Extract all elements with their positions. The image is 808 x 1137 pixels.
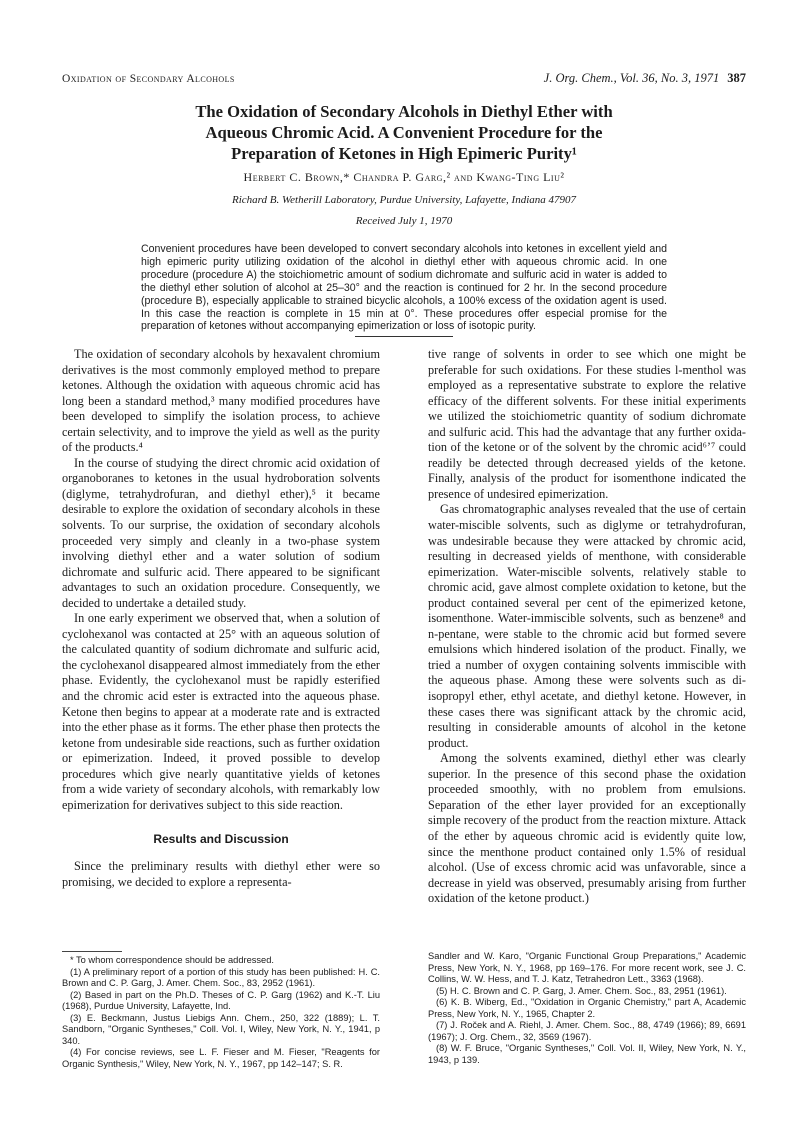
- right-column: [428, 347, 746, 907]
- paragraph: The oxidation of secondary alcohols by hexavalent chromium derivatives is the most commonly employed method to prepare ketones. Although the oxidation with aqueous chromic acid has long been a standard method,³ many modified procedures have been developed to simplify the isolation process, to achieve certain selectivity, and to improve the yield as well as the purity of the products.⁴: [62, 347, 380, 455]
- paragraph: In the course of studying the direct chromic acid oxidation of organoboranes to ketones in the usual hydroboration solvents (diglyme, tetrahydrofuran, and diethyl ether),⁵ it became desirable to explore the oxidation of secondary alcohols in these solvents. To our surprise, the oxidation of secondary alcohols proceeded very simply and cleanly in a two-phase system involving diethyl ether and a water solution of sodium dichromate and sulfuric acid. There appeared to be significant advantages to such an oxidation procedure. Consequently, we decided to undertake a detailed study.: [62, 455, 380, 610]
- title-line: Preparation of Ketones in High Epimeric Purity¹: [231, 144, 577, 163]
- footnotes-left: [62, 955, 380, 1070]
- footnote: (5) H. C. Brown and C. P. Garg, J. Amer. Chem. Soc., 83, 2951 (1961).: [436, 985, 727, 996]
- paragraph: Gas chromatographic analyses revealed that the use of certain water-miscible solvents, such as diglyme or tetrahydrofuran, was undesirable because they were attacked by chromic acid, resulting in decreased yields of menthone, with considerable epimerization. Water-miscible solvents, relatively stable to chromic acid, gave almost complete oxidation to ketone, but the product contained several per cent of the epimerized ketone, isomenthone. Water-immiscible solvents, such as benzene⁸ and n-pentane, were stable to the chromic acid but formed severe emulsions which hindered isolation of the product. Finally, we tried a number of oxygen containing solvents immiscible with the aqueous phase. Among these were solvents such as diisopropyl ether, ethyl acetate, and diethyl ketone. However, in these cases there was significant attack by the chromic acid, resulting in considerable amounts of alcohol in the ketone product.: [428, 502, 746, 750]
- footnote: (1) A preliminary report of a portion of this study has been published: H. C. Brown and C. P. Garg, J. Amer. Chem. Soc., 83, 2952 (1961).: [62, 966, 380, 988]
- abstract: Convenient procedures have been developed to convert secondary alcohols into ketones in excellent yield and high epimeric purity utilizing oxidation of the alcohol in diethyl ether with aqueous chromic acid. In one procedure (procedure A) the stoichiometric amount of sodium dichromate and sulfuric acid in water is added to the diethyl ether solution of alcohol at 25–30° and the reaction is continued for 2 hr. In the second procedure (procedure B), especially applicable to strained bicyclic alcohols, a 100% excess of the oxidation agent is used. In this case the reaction is complete in 15 min at 0°. These procedures offer especial promise for the preparation of ketones without accompanying epimerization or loss of isotopic purity.: [141, 243, 667, 333]
- footnote: (4) For concise reviews, see L. F. Fieser and M. Fieser, "Reagents for Organic Synthesis," Wiley, New York, N. Y., 1967, pp 142–147; S. R.: [62, 1047, 380, 1069]
- left-column: [62, 347, 380, 890]
- journal-name: J. Org. Chem., Vol. 36, No. 3, 1971: [543, 71, 720, 85]
- footnote: Sandler and W. Karo, "Organic Functional Group Preparations," Academic Press, New York, N. Y., 1968, pp 169–176. For more recent work, see J. C. Collins, W. W. Hess, and T. J. Katz, Tetrahedron Lett., 3363 (1968).: [428, 951, 746, 984]
- footnote: (6) K. B. Wiberg, Ed., "Oxidation in Organic Chemistry," part A, Academic Press, New York, N. Y., 1965, Chapter 2.: [428, 997, 746, 1019]
- paragraph: Since the preliminary results with diethyl ether were so promising, we decided to explore a representa-: [62, 858, 380, 889]
- paragraph: Among the solvents examined, diethyl ether was clearly superior. In the presence of this second phase the oxidation proceeded smoothly, with no problem from emulsions. Separation of the ether layer provided for an exceptionally simple recovery of the product from the reaction mixture. Attack of the ether by aqueous chromic acid is evidently quite low, since the menthone product contained only 1.5% of residual alcohol. (Use of excess chromic acid was unfavorable, since a decrease in yield was observed, presumably arising from further oxidation of the ketone product.): [428, 751, 746, 906]
- title-line: Aqueous Chromic Acid. A Convenient Procedure for the: [205, 123, 603, 142]
- footnote: (8) W. F. Bruce, "Organic Syntheses," Coll. Vol. II, Wiley, New York, N. Y., 1943, p 139.: [428, 1043, 746, 1065]
- paragraph: tive range of solvents in order to see which one might be preferable for such oxidations. For these studies l-menthol was employed as a representative substrate to explore the relative efficacy of the different solvents. For these initial experiments we utilized the stoichiometric quantity of sodium dichromate and sulfuric acid. This had the advantage that any further oxidation of the ketone or of the solvent by the chromic acid⁶ʼ⁷ could readily be detected through decreased yields of the ketone. Finally, analysis of the product for isomenthone indicated the presence of undesired epimerization.: [428, 347, 746, 501]
- received-date: Received July 1, 1970: [355, 215, 453, 227]
- footnotes-right: [428, 951, 746, 1066]
- title-line: The Oxidation of Secondary Alcohols in Diethyl Ether with: [195, 102, 613, 121]
- page-number: 387: [727, 71, 746, 85]
- paper-title: [90, 101, 718, 164]
- footnote: (2) Based in part on the Ph.D. Theses of C. P. Garg (1962) and K.-T. Liu (1968), Purdue University, Lafayette, Ind.: [62, 989, 380, 1011]
- section-heading: Results and Discussion: [153, 832, 289, 847]
- footnote-divider: [62, 951, 122, 952]
- affiliation: Richard B. Wetherill Laboratory, Purdue University, Lafayette, Indiana 47907: [231, 194, 577, 206]
- paragraph: In one early experiment we observed that, when a solution of cyclohexanol was contacted at 25° with an aqueous solution of the calculated quantity of sodium dichromate and sulfuric acid, the cyclohexanol disappeared almost immediately from the ether phase. Evidently, the cyclohexanol must be rapidly esterified and the chromic acid ester is extracted into the aqueous phase. Ketone then begins to appear at a moderate rate and is extracted into the ether phase as it forms. The ether phase then protects the ketone from undesirable side reactions, such as further oxidation or epimerization. Indeed, it proved possible to develop procedures which give nearly quantitative yields of ketones from a wide variety of secondary alcohols, with remarkably low epimerization for derivatives subject to this side reaction.: [62, 611, 380, 812]
- abstract-divider: [355, 336, 453, 337]
- authors: Herbert C. Brown,* Chandra P. Garg,² and Kwang-Ting Liu²: [243, 170, 565, 184]
- journal-citation: [544, 71, 746, 86]
- footnote: * To whom correspondence should be addressed.: [70, 955, 274, 965]
- footnote: (7) J. Roček and A. Riehl, J. Amer. Chem. Soc., 88, 4749 (1966); 89, 6691 (1967); J. Org. Chem., 32, 3569 (1967).: [428, 1020, 746, 1042]
- footnote: (3) E. Beckmann, Justus Liebigs Ann. Chem., 250, 322 (1889); L. T. Sandborn, "Organic Syntheses," Coll. Vol. I, Wiley, New York, N. Y., 1941, p 340.: [62, 1012, 380, 1046]
- running-title: Oxidation of Secondary Alcohols: [62, 73, 235, 85]
